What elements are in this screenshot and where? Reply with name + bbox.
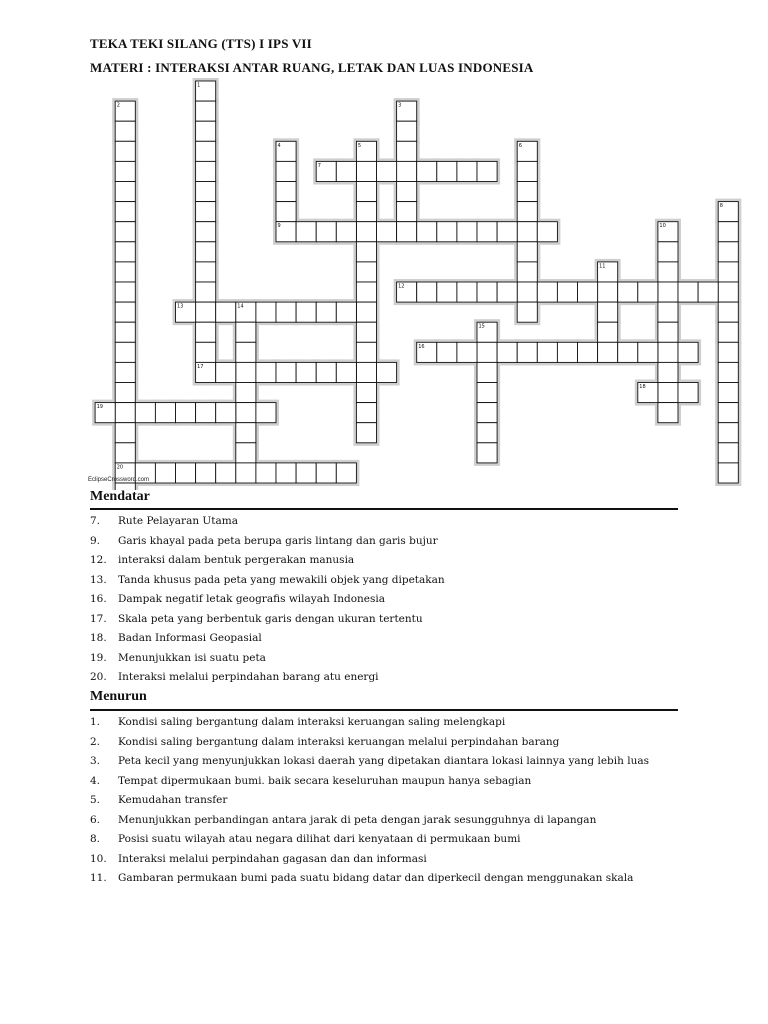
cell-number-5: 5 bbox=[357, 142, 362, 149]
crossword-cell[interactable] bbox=[658, 322, 678, 342]
clue-number: 3. bbox=[90, 755, 101, 767]
clue-text: Garis khayal pada peta berupa garis lintang dan garis bujur bbox=[118, 534, 438, 547]
menurun-clue bbox=[90, 869, 678, 889]
crossword-cell[interactable] bbox=[356, 383, 376, 403]
clue-text: Gambaran permukaan bumi pada suatu bidang datar dan diperkecil dengan menggunakan skala bbox=[118, 872, 634, 884]
crossword-cell[interactable] bbox=[618, 282, 638, 302]
crossword-cell[interactable] bbox=[115, 302, 135, 322]
menurun-heading: Menurun bbox=[90, 689, 147, 704]
crossword-cell[interactable] bbox=[296, 302, 316, 322]
crossword-cell[interactable] bbox=[276, 302, 296, 322]
crossword-cell[interactable] bbox=[236, 423, 256, 443]
clue-text: Kondisi saling bergantung dalam interaksi keruangan melalui perpindahan barang bbox=[118, 735, 560, 748]
crossword-cell[interactable] bbox=[718, 222, 738, 242]
crossword-cell[interactable] bbox=[598, 322, 618, 342]
crossword-cell[interactable] bbox=[658, 383, 678, 403]
crossword-cell[interactable] bbox=[497, 342, 517, 362]
cell-number-15: 15 bbox=[478, 323, 485, 330]
menurun-clue bbox=[90, 713, 678, 733]
crossword-cell[interactable] bbox=[276, 161, 296, 181]
crossword-cell[interactable] bbox=[196, 182, 216, 202]
cell-number-3: 3 bbox=[398, 102, 402, 109]
crossword-cell[interactable] bbox=[196, 242, 216, 262]
crossword-cell[interactable] bbox=[457, 161, 477, 181]
crossword-cell[interactable] bbox=[256, 362, 276, 382]
cell-number-14: 14 bbox=[237, 303, 244, 310]
crossword-cell[interactable] bbox=[276, 182, 296, 202]
crossword-cell[interactable] bbox=[155, 403, 175, 423]
crossword-cell[interactable] bbox=[115, 342, 135, 362]
crossword-cell[interactable] bbox=[417, 282, 437, 302]
crossword-cell[interactable] bbox=[296, 222, 316, 242]
cell-number-4: 4 bbox=[277, 142, 281, 149]
crossword-cell[interactable] bbox=[537, 282, 557, 302]
clue-number: 16. bbox=[90, 593, 107, 605]
puzzle-subtitle: MATERI : INTERAKSI ANTAR RUANG, LETAK DAN LUAS INDONESIA bbox=[90, 60, 534, 75]
crossword-cell[interactable] bbox=[397, 202, 417, 222]
clue-text: Dampak negatif letak geografis wilayah Indonesia bbox=[118, 593, 386, 605]
clue-text: Skala peta yang berbentuk garis dengan ukuran tertentu bbox=[118, 612, 423, 625]
clue-text: Menunjukkan isi suatu peta bbox=[118, 651, 266, 664]
clue-text: Interaksi melalui perpindahan barang atu energi bbox=[118, 671, 379, 683]
crossword-cell[interactable] bbox=[517, 182, 537, 202]
crossword-cell[interactable] bbox=[457, 282, 477, 302]
crossword-cell[interactable] bbox=[216, 463, 236, 483]
clue-text: Kemudahan transfer bbox=[118, 794, 228, 806]
crossword-cell[interactable] bbox=[638, 342, 658, 362]
clue-number: 20. bbox=[90, 671, 107, 683]
crossword-cell[interactable] bbox=[377, 161, 397, 181]
cell-number-13: 13 bbox=[177, 303, 184, 310]
crossword-cell[interactable] bbox=[457, 222, 477, 242]
cell-number-8: 8 bbox=[719, 203, 723, 210]
cell-number-20: 20 bbox=[116, 464, 124, 471]
crossword-cell[interactable] bbox=[236, 342, 256, 362]
mendatar-divider bbox=[90, 508, 678, 510]
crossword-cell[interactable] bbox=[216, 403, 236, 423]
clue-number: 1. bbox=[90, 716, 101, 728]
crossword-cell[interactable] bbox=[196, 222, 216, 242]
crossword-cell[interactable] bbox=[718, 383, 738, 403]
crossword-cell[interactable] bbox=[578, 282, 598, 302]
crossword-cell[interactable] bbox=[718, 262, 738, 282]
crossword-cell[interactable] bbox=[477, 403, 497, 423]
clue-number: 19. bbox=[90, 651, 107, 664]
crossword-cell[interactable] bbox=[497, 222, 517, 242]
clue-text: Tanda khusus pada peta yang mewakili objek yang dipetakan bbox=[118, 573, 445, 586]
crossword-cell[interactable] bbox=[658, 362, 678, 382]
crossword-cell[interactable] bbox=[316, 222, 336, 242]
crossword-cell[interactable] bbox=[356, 182, 376, 202]
crossword-cell[interactable] bbox=[276, 202, 296, 222]
cell-number-6: 6 bbox=[518, 142, 522, 149]
crossword-cell[interactable] bbox=[115, 182, 135, 202]
crossword-cell[interactable] bbox=[356, 342, 376, 362]
crossword-cell[interactable] bbox=[356, 322, 376, 342]
clue-number: 10. bbox=[90, 852, 107, 865]
menurun-clue bbox=[90, 850, 678, 870]
crossword-cell[interactable] bbox=[316, 362, 336, 382]
crossword-cell[interactable] bbox=[517, 242, 537, 262]
crossword-cell[interactable] bbox=[477, 342, 497, 362]
crossword-cell[interactable] bbox=[598, 282, 618, 302]
crossword-cell[interactable] bbox=[718, 282, 738, 302]
crossword-cell[interactable] bbox=[517, 282, 537, 302]
crossword-cell[interactable] bbox=[718, 322, 738, 342]
crossword-cell[interactable] bbox=[397, 161, 417, 181]
crossword-cell[interactable] bbox=[638, 282, 658, 302]
crossword-cell[interactable] bbox=[296, 463, 316, 483]
crossword-cell[interactable] bbox=[256, 403, 276, 423]
crossword-cell[interactable] bbox=[537, 342, 557, 362]
crossword-cell[interactable] bbox=[658, 302, 678, 322]
grid-cells[interactable] bbox=[95, 81, 738, 490]
clue-text: Kondisi saling bergantung dalam interaksi keruangan saling melengkapi bbox=[118, 716, 506, 728]
crossword-cell[interactable] bbox=[417, 222, 437, 242]
crossword-cell[interactable] bbox=[115, 222, 135, 242]
mendatar-clue-list bbox=[90, 512, 678, 688]
cell-number-12: 12 bbox=[398, 283, 405, 290]
crossword-cell[interactable] bbox=[477, 222, 497, 242]
crossword-cell[interactable] bbox=[517, 342, 537, 362]
crossword-cell[interactable] bbox=[718, 423, 738, 443]
menurun-clue bbox=[90, 811, 678, 831]
crossword-cell[interactable] bbox=[296, 362, 316, 382]
crossword-cell[interactable] bbox=[517, 202, 537, 222]
crossword-cell[interactable] bbox=[236, 463, 256, 483]
clue-number: 4. bbox=[90, 774, 101, 787]
clue-number: 17. bbox=[90, 612, 107, 625]
crossword-cell[interactable] bbox=[517, 262, 537, 282]
crossword-cell[interactable] bbox=[557, 342, 577, 362]
clue-text: Badan Informasi Geopasial bbox=[118, 632, 262, 644]
crossword-cell[interactable] bbox=[658, 242, 678, 262]
crossword-cell[interactable] bbox=[718, 403, 738, 423]
crossword-cell[interactable] bbox=[537, 222, 557, 242]
crossword-cell[interactable] bbox=[678, 342, 698, 362]
crossword-cell[interactable] bbox=[115, 282, 135, 302]
crossword-cell[interactable] bbox=[236, 383, 256, 403]
crossword-cell[interactable] bbox=[135, 403, 155, 423]
clue-text: Posisi suatu wilayah atau negara dilihat dari kenyataan di permukaan bumi bbox=[118, 833, 521, 845]
crossword-cell[interactable] bbox=[196, 121, 216, 141]
cell-number-17: 17 bbox=[197, 363, 204, 370]
crossword-cell[interactable] bbox=[115, 443, 135, 463]
clue-number: 12. bbox=[90, 554, 107, 566]
crossword-cell[interactable] bbox=[658, 403, 678, 423]
crossword-cell[interactable] bbox=[356, 242, 376, 262]
crossword-cell[interactable] bbox=[437, 222, 457, 242]
menurun-clue bbox=[90, 791, 678, 811]
clue-number: 5. bbox=[90, 794, 101, 806]
crossword-cell[interactable] bbox=[316, 463, 336, 483]
crossword-cell[interactable] bbox=[115, 121, 135, 141]
crossword-cell[interactable] bbox=[477, 362, 497, 382]
crossword-cell[interactable] bbox=[115, 403, 135, 423]
clue-number: 13. bbox=[90, 573, 107, 586]
crossword-cell[interactable] bbox=[598, 342, 618, 362]
crossword-cell[interactable] bbox=[356, 362, 376, 382]
crossword-cell[interactable] bbox=[115, 242, 135, 262]
crossword-cell[interactable] bbox=[256, 302, 276, 322]
crossword-cell[interactable] bbox=[718, 443, 738, 463]
crossword-cell[interactable] bbox=[115, 202, 135, 222]
crossword-cell[interactable] bbox=[236, 322, 256, 342]
cell-number-1: 1 bbox=[197, 82, 201, 89]
mendatar-clue bbox=[90, 668, 678, 688]
crossword-cell[interactable] bbox=[236, 362, 256, 382]
cell-number-11: 11 bbox=[599, 263, 606, 270]
mendatar-clue bbox=[90, 571, 678, 591]
crossword-cell[interactable] bbox=[517, 302, 537, 322]
crossword-cell[interactable] bbox=[517, 222, 537, 242]
crossword-cell[interactable] bbox=[557, 282, 577, 302]
crossword-cell[interactable] bbox=[155, 463, 175, 483]
crossword-cell[interactable] bbox=[196, 262, 216, 282]
crossword-cell[interactable] bbox=[477, 443, 497, 463]
crossword-cell[interactable] bbox=[718, 463, 738, 483]
crossword-cell[interactable] bbox=[356, 202, 376, 222]
clue-text: interaksi dalam bentuk pergerakan manusia bbox=[118, 554, 355, 566]
cell-number-18: 18 bbox=[639, 384, 646, 390]
crossword-cell[interactable] bbox=[236, 403, 256, 423]
crossword-cell[interactable] bbox=[336, 161, 356, 181]
crossword-cell[interactable] bbox=[115, 362, 135, 382]
crossword-cell[interactable] bbox=[276, 362, 296, 382]
crossword-cell[interactable] bbox=[356, 403, 376, 423]
puzzle-title: TEKA TEKI SILANG (TTS) I IPS VII bbox=[90, 36, 312, 51]
crossword-cell[interactable] bbox=[718, 362, 738, 382]
crossword-grid bbox=[0, 0, 768, 490]
crossword-cell[interactable] bbox=[477, 383, 497, 403]
crossword-cell[interactable] bbox=[176, 463, 196, 483]
cell-number-9: 9 bbox=[277, 223, 281, 230]
mendatar-heading: Mendatar bbox=[90, 489, 150, 504]
crossword-cell[interactable] bbox=[718, 302, 738, 322]
crossword-cell[interactable] bbox=[176, 403, 196, 423]
crossword-cell[interactable] bbox=[658, 282, 678, 302]
cell-number-10: 10 bbox=[659, 223, 666, 230]
crossword-cell[interactable] bbox=[598, 302, 618, 322]
crossword-cell[interactable] bbox=[115, 262, 135, 282]
clue-text: Peta kecil yang menyunjukkan lokasi daerah yang dipetakan diantara lokasi lainnya yang lebih luas bbox=[118, 755, 649, 767]
crossword-cell[interactable] bbox=[115, 322, 135, 342]
cell-number-2: 2 bbox=[116, 102, 120, 109]
crossword-cell[interactable] bbox=[578, 342, 598, 362]
cell-number-19: 19 bbox=[96, 404, 103, 411]
clue-number: 8. bbox=[90, 833, 101, 845]
crossword-cell[interactable] bbox=[517, 161, 537, 181]
clue-text: Interaksi melalui perpindahan gagasan dan dan informasi bbox=[118, 852, 427, 865]
crossword-cell[interactable] bbox=[216, 362, 236, 382]
crossword-cell[interactable] bbox=[356, 423, 376, 443]
crossword-cell[interactable] bbox=[115, 423, 135, 443]
mendatar-clue bbox=[90, 590, 678, 610]
mendatar-clue bbox=[90, 629, 678, 649]
clue-number: 6. bbox=[90, 813, 101, 826]
crossword-cell[interactable] bbox=[477, 282, 497, 302]
crossword-cell[interactable] bbox=[256, 463, 276, 483]
mendatar-clue bbox=[90, 532, 678, 552]
crossword-cell[interactable] bbox=[397, 121, 417, 141]
crossword-cell[interactable] bbox=[377, 222, 397, 242]
crossword-cell[interactable] bbox=[115, 383, 135, 403]
crossword-cell[interactable] bbox=[678, 383, 698, 403]
clue-number: 11. bbox=[90, 872, 107, 884]
crossword-cell[interactable] bbox=[437, 342, 457, 362]
crossword-cell[interactable] bbox=[397, 222, 417, 242]
crossword-cell[interactable] bbox=[417, 161, 437, 181]
crossword-cell[interactable] bbox=[437, 161, 457, 181]
crossword-cell[interactable] bbox=[477, 423, 497, 443]
clue-text: Menunjukkan perbandingan antara jarak di peta dengan jarak sesungguhnya di lapangan bbox=[118, 813, 597, 826]
crossword-cell[interactable] bbox=[698, 282, 718, 302]
crossword-cell[interactable] bbox=[356, 222, 376, 242]
crossword-cell[interactable] bbox=[356, 282, 376, 302]
crossword-cell[interactable] bbox=[196, 282, 216, 302]
crossword-cell[interactable] bbox=[336, 302, 356, 322]
crossword-cell[interactable] bbox=[356, 161, 376, 181]
menurun-clue bbox=[90, 752, 678, 772]
crossword-cell[interactable] bbox=[497, 282, 517, 302]
crossword-cell[interactable] bbox=[196, 403, 216, 423]
crossword-cell[interactable] bbox=[356, 302, 376, 322]
crossword-cell[interactable] bbox=[196, 322, 216, 342]
crossword-cell[interactable] bbox=[196, 342, 216, 362]
cell-number-7: 7 bbox=[317, 162, 321, 169]
crossword-cell[interactable] bbox=[276, 463, 296, 483]
crossword-cell[interactable] bbox=[196, 141, 216, 161]
cell-number-16: 16 bbox=[418, 343, 425, 350]
crossword-cell[interactable] bbox=[377, 362, 397, 382]
menurun-clue bbox=[90, 733, 678, 753]
crossword-cell[interactable] bbox=[618, 342, 638, 362]
crossword-cell[interactable] bbox=[236, 443, 256, 463]
crossword-cell[interactable] bbox=[316, 302, 336, 322]
crossword-cell[interactable] bbox=[678, 282, 698, 302]
crossword-cell[interactable] bbox=[196, 161, 216, 181]
crossword-cell[interactable] bbox=[356, 262, 376, 282]
generator-credit: EclipseCrossword.com bbox=[88, 477, 150, 483]
crossword-cell[interactable] bbox=[718, 242, 738, 262]
crossword-cell[interactable] bbox=[196, 302, 216, 322]
crossword-cell[interactable] bbox=[336, 362, 356, 382]
crossword-cell[interactable] bbox=[336, 463, 356, 483]
crossword-cell[interactable] bbox=[216, 302, 236, 322]
mendatar-clue bbox=[90, 649, 678, 669]
clue-number: 9. bbox=[90, 534, 101, 547]
crossword-cell[interactable] bbox=[658, 342, 678, 362]
menurun-divider bbox=[90, 709, 678, 711]
crossword-cell[interactable] bbox=[477, 161, 497, 181]
crossword-cell[interactable] bbox=[397, 182, 417, 202]
crossword-cell[interactable] bbox=[397, 141, 417, 161]
clue-number: 18. bbox=[90, 632, 107, 644]
clue-number: 7. bbox=[90, 515, 101, 527]
crossword-cell[interactable] bbox=[437, 282, 457, 302]
menurun-clue bbox=[90, 830, 678, 850]
crossword-cell[interactable] bbox=[115, 161, 135, 181]
crossword-cell[interactable] bbox=[457, 342, 477, 362]
mendatar-clue bbox=[90, 551, 678, 571]
menurun-clue bbox=[90, 772, 678, 792]
clue-number: 2. bbox=[90, 735, 101, 748]
mendatar-clue bbox=[90, 512, 678, 532]
crossword-cell[interactable] bbox=[718, 342, 738, 362]
crossword-cell[interactable] bbox=[115, 141, 135, 161]
mendatar-clue bbox=[90, 610, 678, 630]
crossword-cell[interactable] bbox=[336, 222, 356, 242]
crossword-cell[interactable] bbox=[196, 101, 216, 121]
crossword-cell[interactable] bbox=[196, 463, 216, 483]
clue-text: Tempat dipermukaan bumi. baik secara keseluruhan maupun hanya sebagian bbox=[118, 774, 532, 787]
menurun-clue-list bbox=[90, 713, 678, 889]
clue-text: Rute Pelayaran Utama bbox=[118, 515, 238, 527]
crossword-cell[interactable] bbox=[658, 262, 678, 282]
crossword-cell[interactable] bbox=[196, 202, 216, 222]
